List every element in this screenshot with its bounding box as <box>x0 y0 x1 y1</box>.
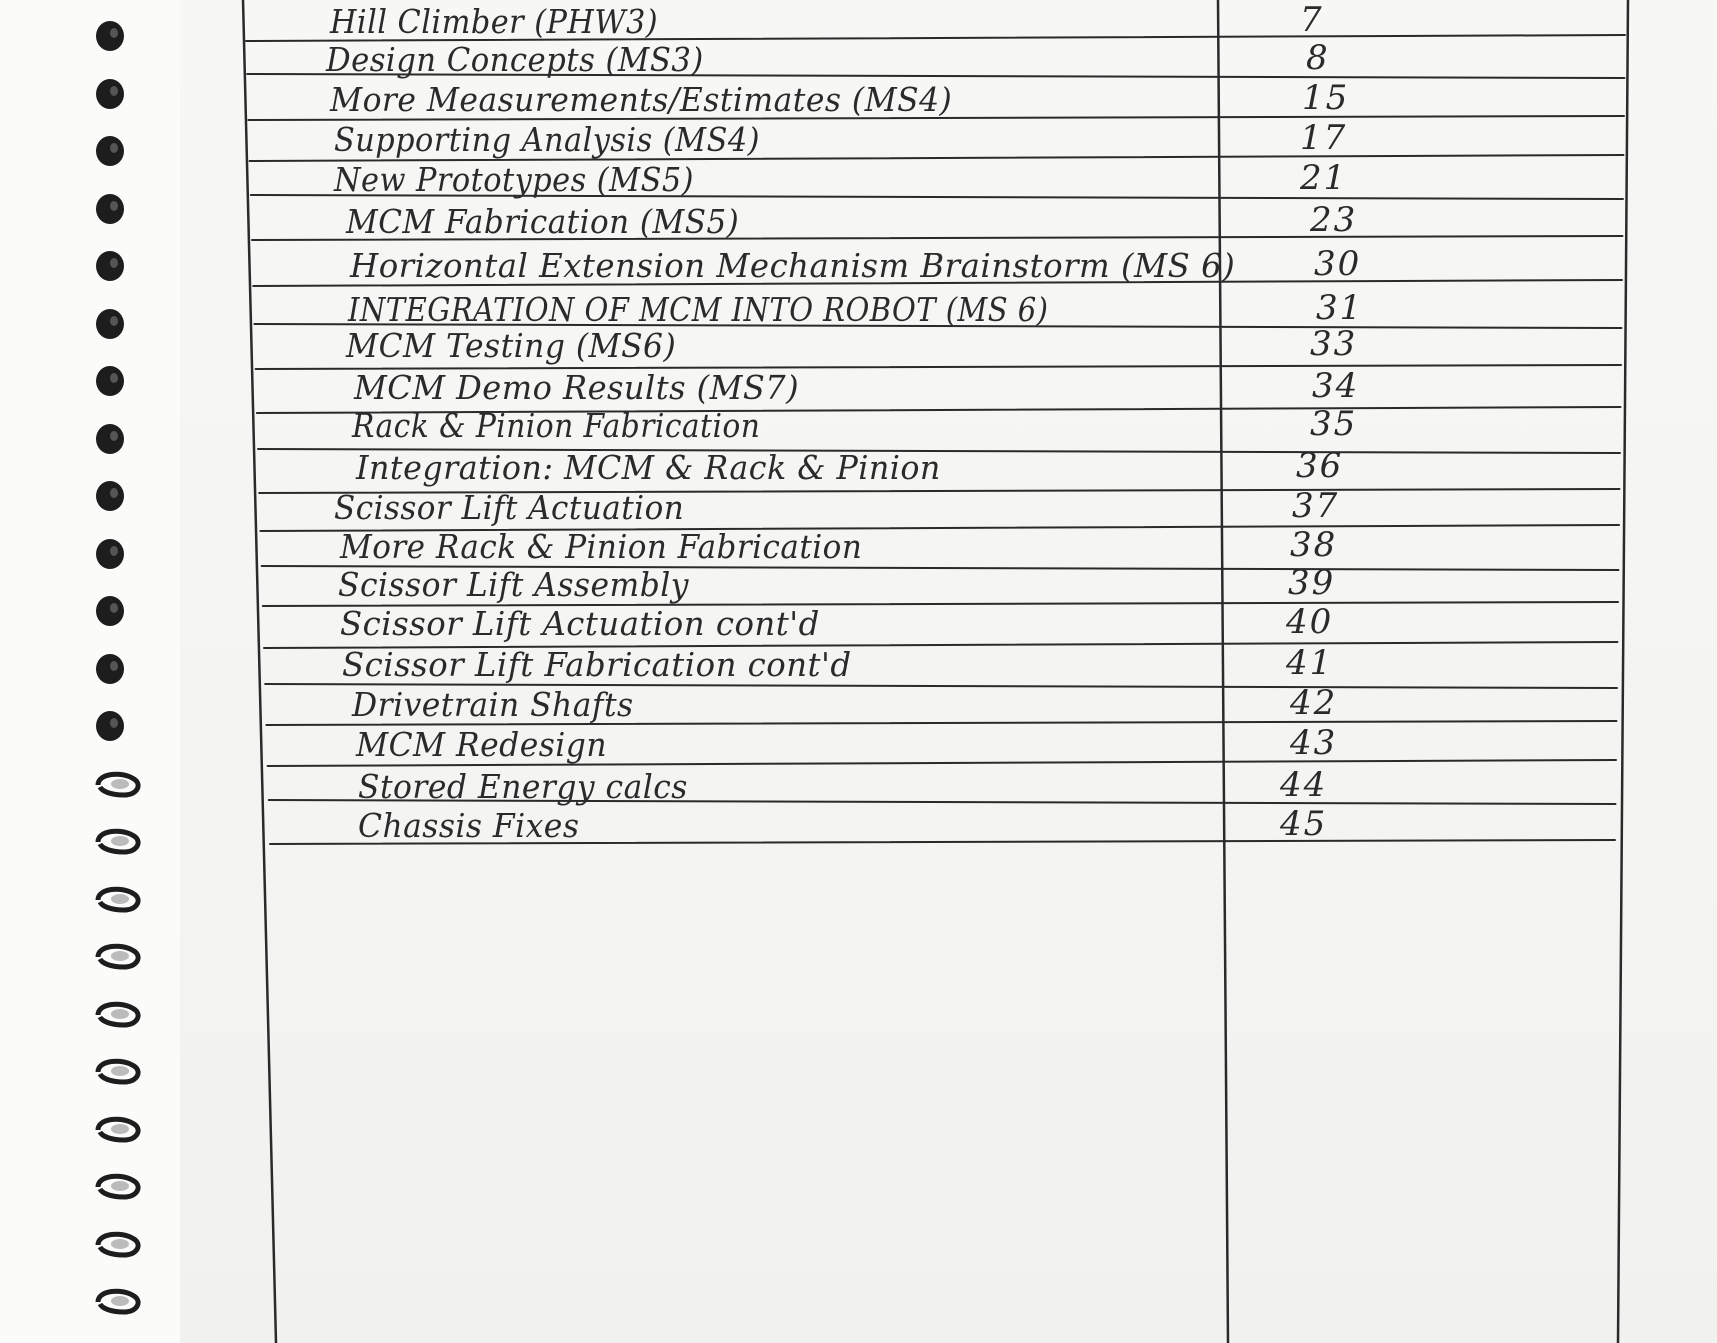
toc-entry-title: INTEGRATION OF MCM INTO ROBOT (MS 6) <box>348 290 1049 329</box>
toc-entry-title: MCM Testing (MS6) <box>346 326 677 365</box>
toc-entry-page-number: 35 <box>1310 404 1358 444</box>
toc-entry-page-number: 8 <box>1306 38 1330 78</box>
toc-entry-title: MCM Demo Results (MS7) <box>354 368 800 407</box>
toc-entry-title: Stored Energy calcs <box>358 767 688 806</box>
toc-entry-page-number: 15 <box>1302 78 1350 118</box>
toc-entry-title: Horizontal Extension Mechanism Brainstorm (MS 6) <box>350 246 1236 285</box>
toc-entry-title: Integration: MCM & Rack & Pinion <box>356 448 941 487</box>
toc-entry-page-number: 44 <box>1280 765 1328 805</box>
toc-entry-page-number: 36 <box>1296 446 1344 486</box>
toc-entry-page-number: 43 <box>1290 723 1338 763</box>
toc-entry-title: MCM Redesign <box>356 725 608 764</box>
toc-entry-title: Design Concepts (MS3) <box>326 40 704 79</box>
table-left-border <box>243 0 276 1343</box>
toc-entry-title: Supporting Analysis (MS4) <box>334 120 760 159</box>
toc-entry-title: More Measurements/Estimates (MS4) <box>330 80 953 119</box>
toc-entry-title: Scissor Lift Actuation cont'd <box>340 604 820 643</box>
column-divider <box>1218 0 1228 1343</box>
toc-entry-page-number: 17 <box>1300 118 1348 158</box>
toc-entry-page-number: 21 <box>1300 158 1348 198</box>
toc-entry-title: Rack & Pinion Fabrication <box>352 406 761 445</box>
toc-entry-page-number: 42 <box>1290 683 1338 723</box>
table-right-border <box>1618 0 1628 1343</box>
toc-entry-page-number: 23 <box>1310 200 1358 240</box>
toc-entry-title: MCM Fabrication (MS5) <box>346 202 740 241</box>
toc-entry-page-number: 37 <box>1292 486 1340 526</box>
toc-entry-page-number: 7 <box>1300 0 1324 40</box>
toc-entry-page-number: 31 <box>1316 288 1364 328</box>
toc-entry-title: Scissor Lift Fabrication cont'd <box>342 645 852 684</box>
toc-entry-page-number: 33 <box>1310 324 1358 364</box>
toc-entry-page-number: 30 <box>1314 244 1362 284</box>
toc-entry-title: Scissor Lift Actuation <box>334 488 685 527</box>
toc-entry-page-number: 45 <box>1280 804 1328 844</box>
toc-entry-page-number: 40 <box>1286 602 1334 642</box>
toc-entry-title: Hill Climber (PHW3) <box>330 2 659 41</box>
toc-entry-page-number: 34 <box>1312 366 1360 406</box>
toc-entry-title: Chassis Fixes <box>358 806 580 845</box>
toc-entry-title: Scissor Lift Assembly <box>338 565 689 604</box>
toc-entry-page-number: 39 <box>1288 563 1336 603</box>
toc-entry-title: More Rack & Pinion Fabrication <box>340 527 863 566</box>
toc-entry-title: Drivetrain Shafts <box>352 685 634 724</box>
toc-entry-title: New Prototypes (MS5) <box>334 160 694 199</box>
toc-entry-page-number: 38 <box>1290 525 1338 565</box>
toc-entry-page-number: 41 <box>1286 643 1334 683</box>
